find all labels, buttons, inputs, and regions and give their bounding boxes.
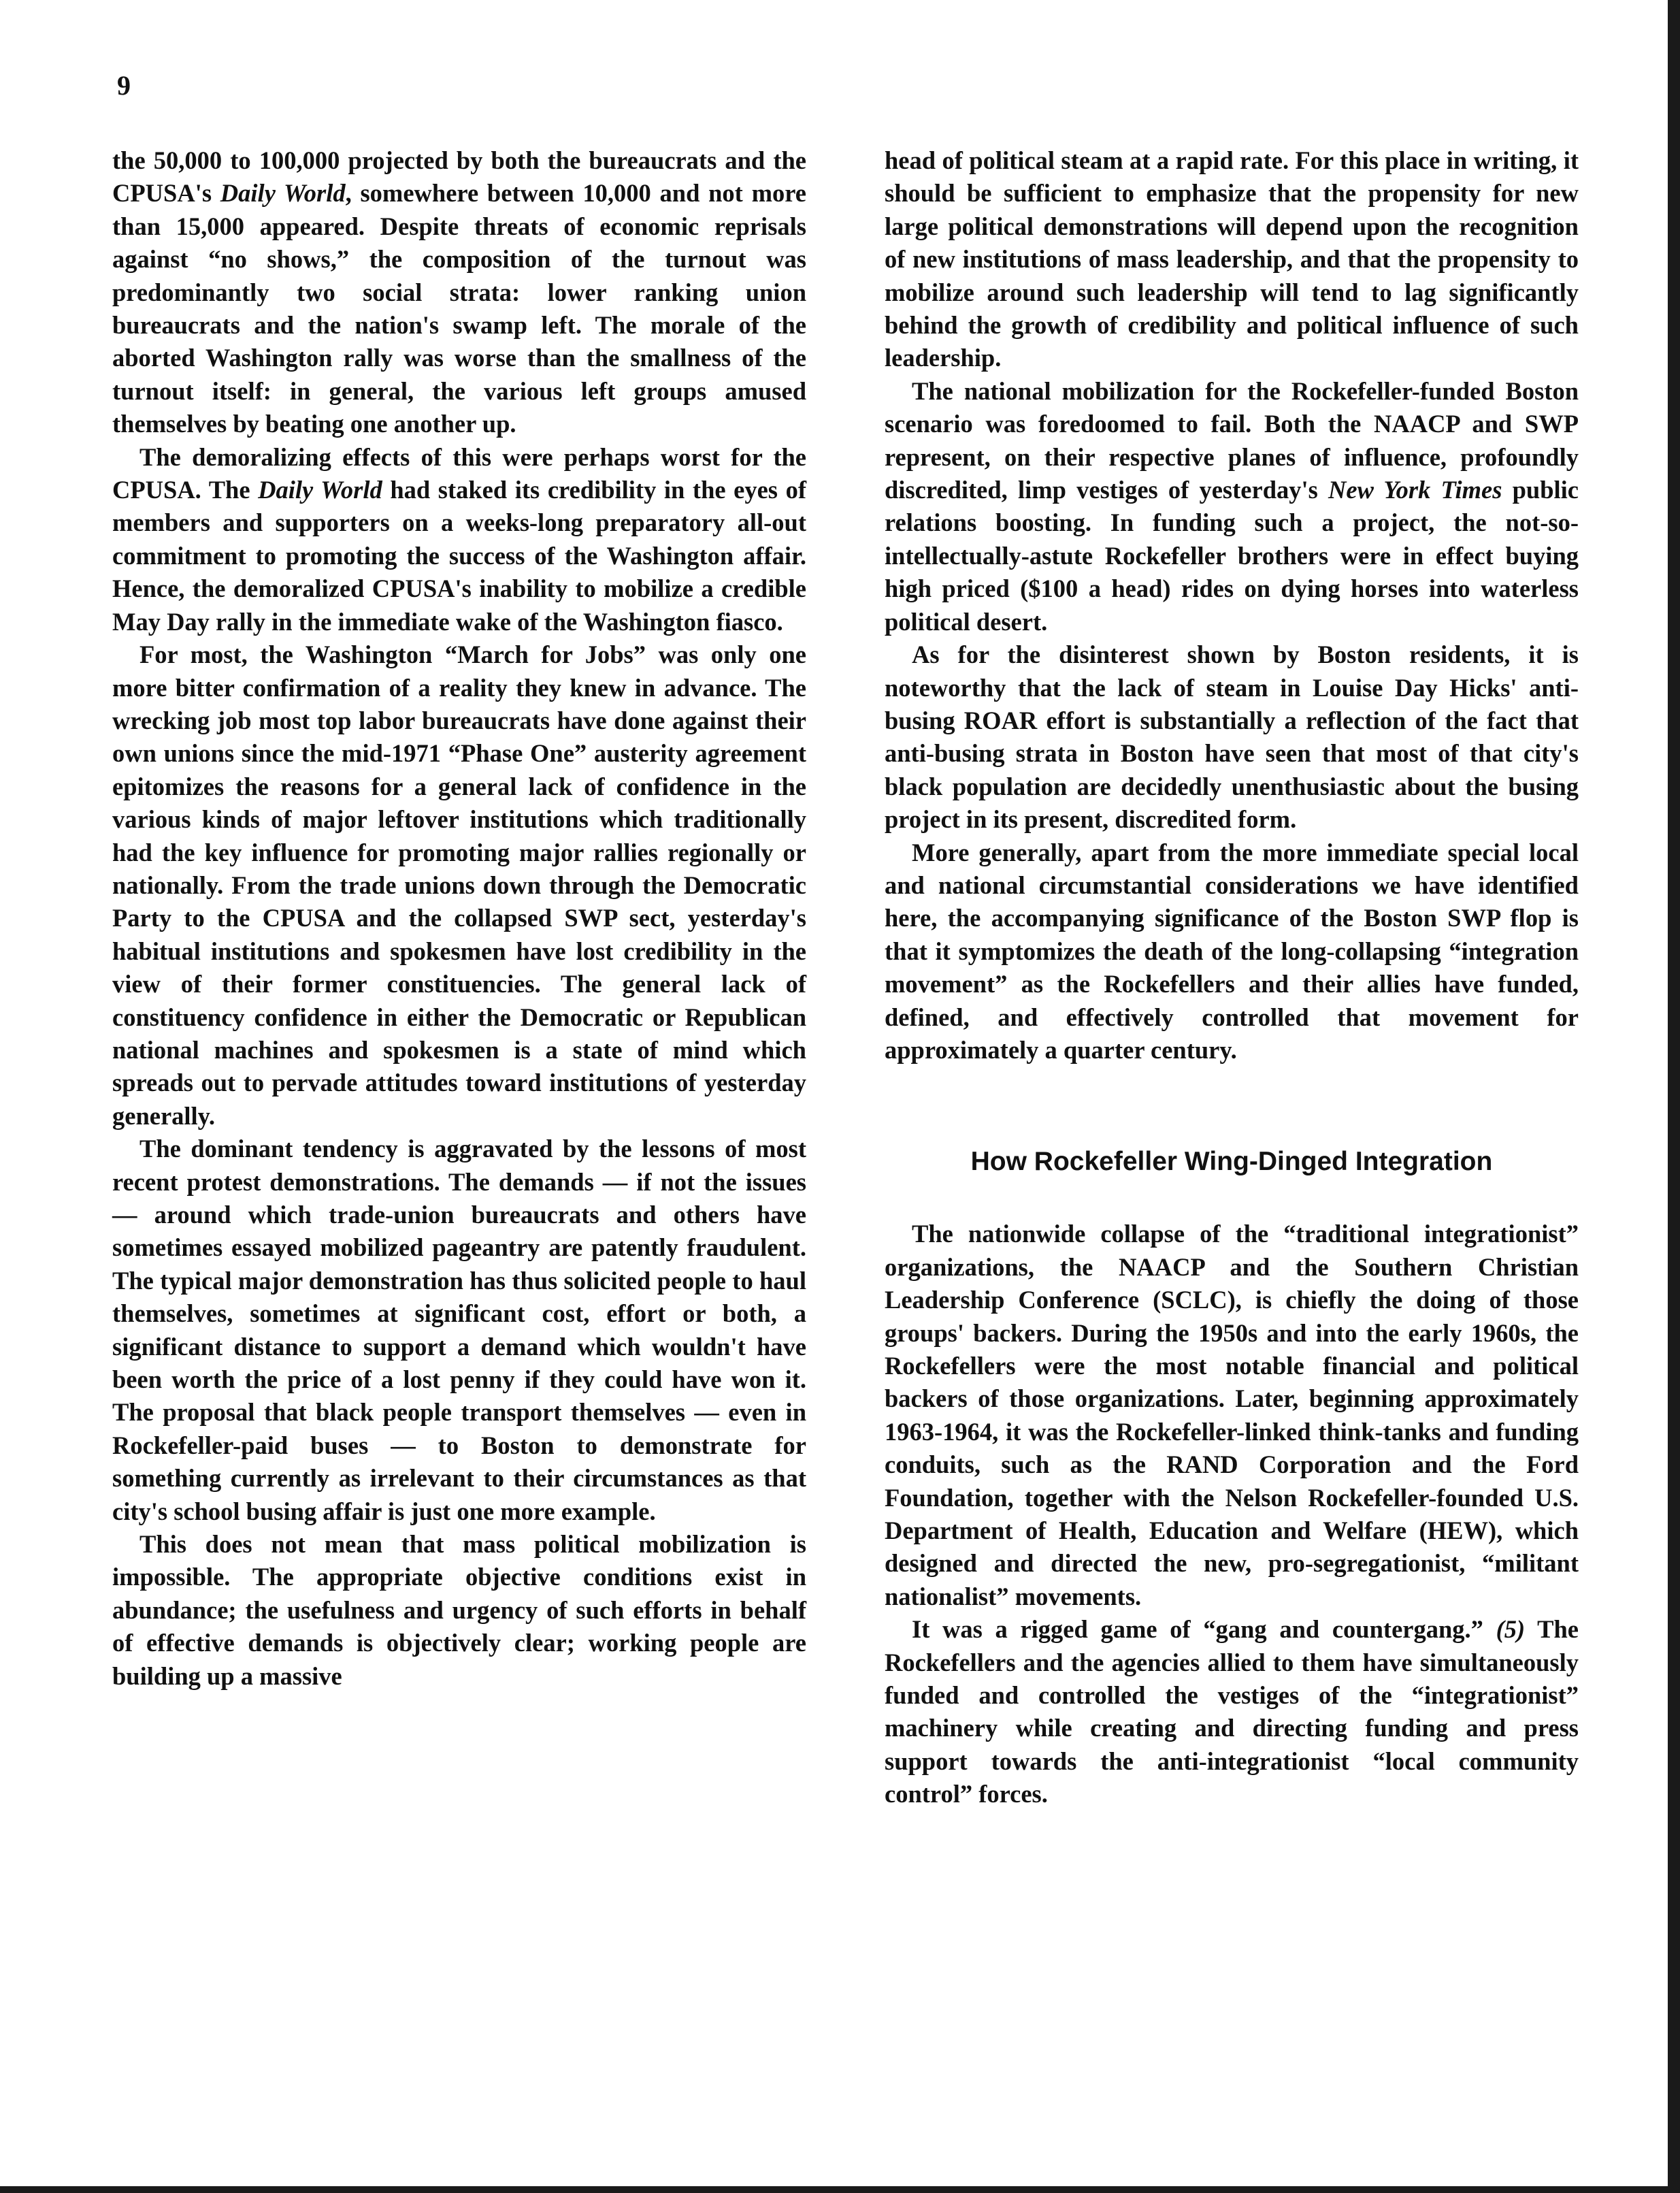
text-run: It was a rigged game of “gang and countergang.” <box>912 1615 1496 1644</box>
paragraph <box>112 441 806 638</box>
page-number: 9 <box>117 70 131 101</box>
scan-edge-bottom <box>0 2186 1680 2193</box>
paragraph: More generally, apart from the more immediate special local and national circumstantial considerations we have identified here, the accompanying significance of the Boston SWP flop is that it symptomizes the death of the long-collapsing “integration movement” as the Rockefellers and their allies have funded, defined, and effectively controlled that movement for approximately a quarter century. <box>885 838 1579 1064</box>
section-heading: How Rockefeller Wing-Dinged Integration <box>970 1147 1493 1177</box>
paragraph: This does not mean that mass political mobilization is impossible. The appropriate objective conditions exist in abundance; the usefulness and urgency of such efforts in behalf of effective demands is objectively clear; working people are building up a massive <box>112 1530 806 1690</box>
paragraph: The dominant tendency is aggravated by the lessons of most recent protest demonstrations. The demands — if not the issues — around which trade-union bureaucrats and others have sometimes essayed mobilized pageantry are patently fraudulent. The typical major demonstration has thus solicited people to haul themselves, sometimes at significant cost, effort or both, a significant distance to support a demand which wouldn't have been worth the price of a lost penny if they could have won it. The proposal that black people transport themselves — even in Rockefeller-paid buses — to Boston to demonstrate for something currently as irrelevant to their circumstances as that city's school busing affair is just one more example. <box>112 1135 806 1525</box>
spacer <box>885 1067 1579 1146</box>
text-run: The demoralizing effects of this were perhaps worst for the CPUSA. The <box>112 442 806 504</box>
paragraph: The nationwide collapse of the “traditional integrationist” organizations, the NAACP and the Southern Christian Leadership Conference (SCLC), is chiefly the doing of those groups' backers. During the 1950s and into the early 1960s, the Rockefellers were the most notable financial and political backers of those organizations. Later, beginning approximately 1963-1964, it was the Rockefeller-linked think-tanks and funding conduits, such as the RAND Corporation and the Ford Foundation, together with the Nelson Rockefeller-founded U.S. Department of Health, Education and Welfare (HEW), which designed and directed the new, pro-segregationist, “militant nationalist” movements. <box>885 1220 1579 1610</box>
publication-title: New York Times <box>1328 476 1502 504</box>
text-run: public relations boosting. In funding such a project, the not-so-intellectually-astute Rockefeller brothers were in effect buying high priced ($100 a head) rides on dying horses into waterless political desert. <box>885 476 1579 636</box>
text-run: had staked its credibility in the eyes of members and supporters on a weeks-long preparatory all-out commitment to promoting the success of the Washington affair. Hence, the demoralized CPUSA's inability to mobilize a credible May Day rally in the immediate wake of the Washington fiasco. <box>112 476 806 636</box>
paragraph <box>112 144 806 441</box>
paragraph <box>885 375 1579 638</box>
scan-edge-right <box>1668 0 1680 2193</box>
footnote-reference: (5) <box>1496 1615 1526 1644</box>
paragraph <box>885 1613 1579 1810</box>
publication-title: Daily World <box>258 476 382 504</box>
right-column <box>885 144 1579 1811</box>
spacer <box>885 1178 1579 1218</box>
text-run: , somewhere between 10,000 and not more than 15,000 appeared. Despite threats of economic reprisals against “no shows,” the composition of the turnout was predominantly two social strata: lower ranking union bureaucrats and the nation's swamp left. The morale of the aborted Washington rally was worse than the smallness of the turnout itself: in general, the various left groups amused themselves by beating one another up. <box>112 179 806 438</box>
paragraph: head of political steam at a rapid rate. For this place in writing, it should be sufficient to emphasize that the propensity for new large political demonstrations will depend upon the recognition of new institutions of mass leadership, and that the propensity to mobilize around such leadership will tend to lag significantly behind the growth of credibility and political influence of such leadership. <box>885 146 1579 372</box>
text-run: the 50,000 to 100,000 projected by both the bureaucrats and the CPUSA's <box>112 146 806 208</box>
text-run: The Rockefellers and the agencies allied to them have simultaneously funded and controlled the vestiges of the “integrationist” machinery while creating and directing funding and press support towards the anti-integrationist “local community control” forces. <box>885 1615 1579 1808</box>
paragraph: As for the disinterest shown by Boston residents, it is noteworthy that the lack of steam in Louise Day Hicks' anti-busing ROAR effort is substantially a reflection of the fact that anti-busing strata in Boston have seen that most of that city's black population are decidedly unenthusiastic about the busing project in its present, discredited form. <box>885 640 1579 834</box>
paragraph: For most, the Washington “March for Jobs” was only one more bitter confirmation of a reality they knew in advance. The wrecking job most top labor bureaucrats have done against their own unions since the mid-1971 “Phase One” austerity agreement epitomizes the reasons for a general lack of confidence in the various kinds of major leftover institutions which traditionally had the key influence for promoting major rallies regionally or nationally. From the trade unions down through the Democratic Party to the CPUSA and the collapsed SWP sect, yesterday's habitual institutions and spokesmen have lost credibility in the view of their former constituencies. The general lack of constituency confidence in either the Democratic or Republican national machines and spokesmen is a state of mind which spreads out to pervade attitudes toward institutions of yesterday generally. <box>112 640 806 1130</box>
publication-title: Daily World <box>220 179 346 208</box>
text-run: The national mobilization for the Rockefeller-funded Boston scenario was foredoomed to fail. Both the NAACP and SWP represent, on their respective planes of influence, profoundly discredited, limp vestiges of yesterday's <box>885 376 1579 504</box>
left-column <box>112 144 806 1693</box>
